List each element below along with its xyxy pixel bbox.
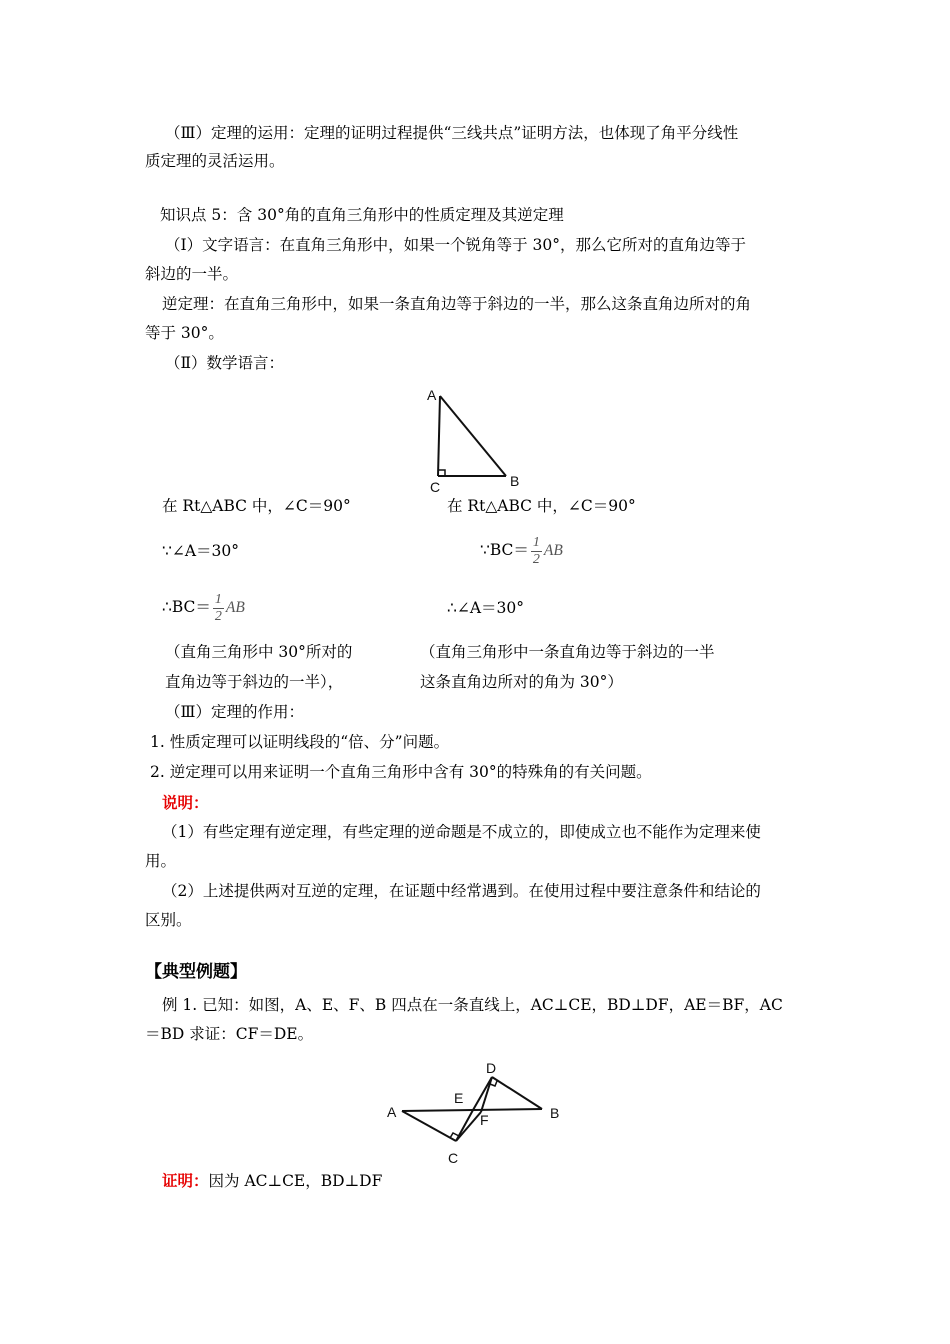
vertex-label-b: B: [550, 1105, 560, 1121]
vertex-label-c: C: [448, 1150, 459, 1166]
paragraph-line: （Ⅱ）数学语言：: [165, 354, 285, 372]
paragraph-line: 质定理的灵活运用。: [145, 152, 285, 170]
note-2b: 区别。: [145, 911, 192, 929]
note-1b: 用。: [145, 852, 177, 870]
example-1-line-2: ＝BD 求证：CF＝DE。: [145, 1025, 314, 1043]
proof-text: 因为 AC⊥CE，BD⊥DF: [208, 1172, 383, 1190]
example-1-figure: [380, 1055, 570, 1170]
left-therefore: [162, 588, 245, 627]
part3-title: （Ⅲ）定理的作用：: [165, 703, 304, 721]
proof-line: [162, 1171, 382, 1191]
paragraph-line: 等于 30°。: [145, 324, 224, 342]
example-1-line-1: 例 1. 已知：如图，A、E、F、B 四点在一条直线上，AC⊥CE，BD⊥DF，AE＝BF，AC: [162, 996, 783, 1014]
paragraph-line: （Ⅲ）定理的运用：定理的证明过程提供“三线共点”证明方法，也体现了角平分线性: [165, 124, 739, 142]
right-frac-after: AB: [543, 542, 563, 559]
left-reason-2: 直角边等于斜边的一半），: [165, 673, 344, 691]
note-1a: （1）有些定理有逆定理，有些定理的逆命题是不成立的，即使成立也不能作为定理来使: [162, 823, 761, 841]
section-title: 知识点 5：含 30°角的直角三角形中的性质定理及其逆定理: [160, 206, 564, 224]
vertex-label-e: E: [454, 1090, 464, 1106]
vertex-label-b: B: [510, 473, 520, 489]
fraction-half: $\frac{1}{2}$: [532, 534, 540, 567]
vertex-label-c: C: [430, 479, 441, 495]
vertex-label-d: D: [486, 1060, 497, 1076]
vertex-label-a: A: [387, 1104, 397, 1120]
left-because: ∵∠A＝30°: [162, 542, 240, 560]
proof-label: 证明：: [162, 1171, 209, 1190]
use-1: 1. 性质定理可以证明线段的“倍、分”问题。: [150, 733, 450, 751]
right-triangle-figure: [420, 382, 530, 497]
note-label: 说明：: [162, 793, 209, 812]
use-2: 2. 逆定理可以用来证明一个直角三角形中含有 30°的特殊角的有关问题。: [150, 763, 652, 781]
examples-heading: 【典型例题】: [145, 962, 247, 982]
left-reason-1: （直角三角形中 30°所对的: [165, 643, 353, 661]
right-reason-1: （直角三角形中一条直角边等于斜边的一半: [420, 643, 715, 661]
right-given: 在 Rt△ABC 中，∠C＝90°: [447, 497, 636, 515]
right-reason-2: 这条直角边所对的角为 30°）: [420, 673, 623, 691]
left-therefore-prefix: ∴BC＝: [162, 598, 211, 616]
vertex-label-f: F: [480, 1112, 489, 1128]
vertex-label-a: A: [427, 387, 437, 403]
right-because: [480, 531, 563, 570]
right-therefore: ∴∠A＝30°: [447, 599, 525, 617]
paragraph-line: 逆定理：在直角三角形中，如果一条直角边等于斜边的一半，那么这条直角边所对的角: [162, 295, 752, 313]
paragraph-line: 斜边的一半。: [145, 265, 239, 283]
right-because-prefix: ∵BC＝: [480, 541, 529, 559]
left-given: 在 Rt△ABC 中，∠C＝90°: [162, 497, 351, 515]
fraction-half: $\frac{1}{2}$: [214, 591, 222, 624]
paragraph-line: （Ⅰ）文字语言：在直角三角形中，如果一个锐角等于 30°，那么它所对的直角边等于: [165, 236, 747, 254]
left-frac-after: AB: [225, 599, 245, 616]
note-2a: （2）上述提供两对互逆的定理，在证题中经常遇到。在使用过程中要注意条件和结论的: [162, 882, 761, 900]
